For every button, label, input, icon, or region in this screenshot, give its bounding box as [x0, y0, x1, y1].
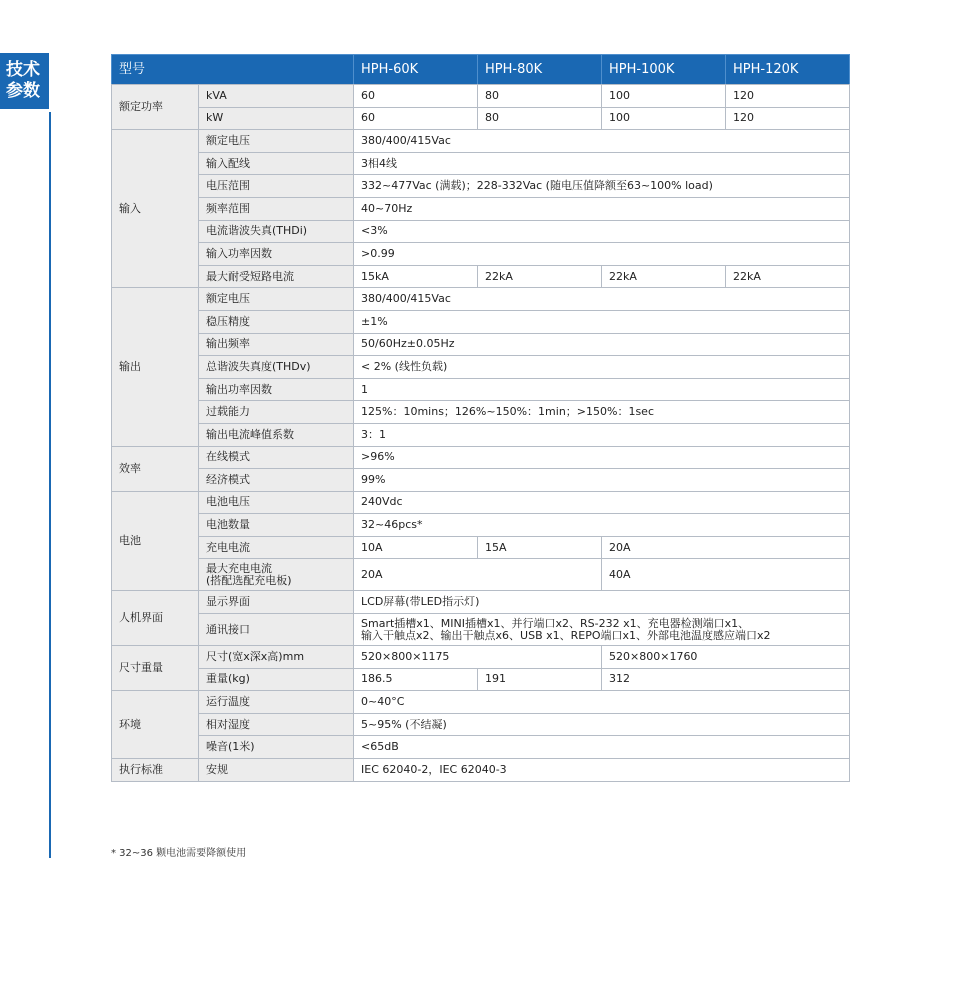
table-row	[112, 401, 850, 424]
table-row	[112, 356, 850, 379]
cell-value: 60	[354, 85, 478, 108]
row-label: 经济模式	[199, 469, 354, 492]
category-rated-power: 额定功率	[112, 85, 199, 130]
table-row	[112, 175, 850, 198]
cell-value: LCD屏幕(带LED指示灯)	[354, 591, 850, 614]
cell-value: 3：1	[354, 423, 850, 446]
row-label: 总谐波失真度(THDv)	[199, 356, 354, 379]
row-label: 额定电压	[199, 288, 354, 311]
cell-value: 22kA	[478, 265, 602, 288]
cell-value: 186.5	[354, 668, 478, 691]
section-tab-line2: 参数	[6, 81, 40, 101]
cell-value: 100	[602, 85, 726, 108]
row-label: 过载能力	[199, 401, 354, 424]
comm-line1: Smart插槽x1、MINI插槽x1、并行端口x2、RS-232 x1、充电器检测端口x1、	[361, 616, 750, 630]
row-label: 输出频率	[199, 333, 354, 356]
cell-value: 1	[354, 378, 850, 401]
category-input: 输入	[112, 130, 199, 288]
category-size-weight: 尺寸重量	[112, 646, 199, 691]
comm-line2: 输入干触点x2、输出干触点x6、USB x1、REPO端口x1、外部电池温度感应端口x2	[361, 628, 771, 642]
section-tab-line1: 技术	[6, 60, 40, 80]
cell-value: 20A	[354, 559, 602, 591]
table-row	[112, 491, 850, 514]
cell-value: <65dB	[354, 736, 850, 759]
cell-value: IEC 62040-2，IEC 62040-3	[354, 759, 850, 782]
row-label: 输入配线	[199, 152, 354, 175]
cell-value: 22kA	[726, 265, 850, 288]
row-label: 电压范围	[199, 175, 354, 198]
table-row	[112, 423, 850, 446]
row-label: 在线模式	[199, 446, 354, 469]
table-row	[112, 646, 850, 669]
cell-value: ±1%	[354, 310, 850, 333]
section-tab	[0, 53, 49, 109]
cell-value: 120	[726, 85, 850, 108]
cell-value: 40A	[602, 559, 850, 591]
row-label: 频率范围	[199, 197, 354, 220]
category-output: 输出	[112, 288, 199, 446]
cell-value: 80	[478, 85, 602, 108]
cell-value: 10A	[354, 536, 478, 559]
table-row	[112, 265, 850, 288]
table-row	[112, 713, 850, 736]
table-row	[112, 691, 850, 714]
table-row	[112, 310, 850, 333]
cell-value: 332~477Vac (满载)；228-332Vac (随电压值降额至63~100% load)	[354, 175, 850, 198]
cell-value: 15A	[478, 536, 602, 559]
row-label: 电池电压	[199, 491, 354, 514]
row-label: 最大耐受短路电流	[199, 265, 354, 288]
table-row	[112, 107, 850, 130]
row-label: 电池数量	[199, 514, 354, 537]
cell-value: 312	[602, 668, 850, 691]
cell-value: 520×800×1175	[354, 646, 602, 669]
cell-value: < 2% (线性负载)	[354, 356, 850, 379]
category-battery: 电池	[112, 491, 199, 591]
table-row	[112, 197, 850, 220]
table-row	[112, 243, 850, 266]
table-row	[112, 85, 850, 108]
table-row	[112, 614, 850, 646]
table-row	[112, 759, 850, 782]
row-label: 输出电流峰值系数	[199, 423, 354, 446]
cell-value: 520×800×1760	[602, 646, 850, 669]
cell-value: 20A	[602, 536, 850, 559]
row-label: 稳压精度	[199, 310, 354, 333]
table-row	[112, 514, 850, 537]
table-row	[112, 333, 850, 356]
cell-value: 100	[602, 107, 726, 130]
cell-value: >96%	[354, 446, 850, 469]
cell-value: 15kA	[354, 265, 478, 288]
cell-value: 50/60Hz±0.05Hz	[354, 333, 850, 356]
row-label: 额定电压	[199, 130, 354, 153]
cell-value	[354, 614, 850, 646]
header-model-2: HPH-80K	[478, 55, 602, 85]
cell-value: 380/400/415Vac	[354, 288, 850, 311]
header-model-1: HPH-60K	[354, 55, 478, 85]
cell-value: 3相4线	[354, 152, 850, 175]
table-row	[112, 668, 850, 691]
cell-value: 240Vdc	[354, 491, 850, 514]
header-row	[112, 55, 850, 85]
row-label: kVA	[199, 85, 354, 108]
category-standard: 执行标准	[112, 759, 199, 782]
row-label: 通讯接口	[199, 614, 354, 646]
table-row	[112, 378, 850, 401]
row-label: 运行温度	[199, 691, 354, 714]
row-label: 输入功率因数	[199, 243, 354, 266]
cell-value: 32~46pcs*	[354, 514, 850, 537]
cell-value: 125%：10mins；126%~150%：1min；>150%：1sec	[354, 401, 850, 424]
category-hmi: 人机界面	[112, 591, 199, 646]
header-model-3: HPH-100K	[602, 55, 726, 85]
row-label: 相对湿度	[199, 713, 354, 736]
table-row	[112, 220, 850, 243]
cell-value: 5~95% (不结凝)	[354, 713, 850, 736]
cell-value: 380/400/415Vac	[354, 130, 850, 153]
cell-value: 120	[726, 107, 850, 130]
cell-value: 22kA	[602, 265, 726, 288]
table-row	[112, 469, 850, 492]
row-label	[199, 559, 354, 591]
table-row	[112, 130, 850, 153]
cell-value: >0.99	[354, 243, 850, 266]
row-label: 显示界面	[199, 591, 354, 614]
row-label: 电流谐波失真(THDi)	[199, 220, 354, 243]
spec-table	[111, 54, 850, 782]
cell-value: 80	[478, 107, 602, 130]
cell-value: 0~40°C	[354, 691, 850, 714]
row-label-line2: (搭配选配充电板)	[206, 573, 292, 587]
table-row	[112, 591, 850, 614]
footnote: * 32~36 颗电池需要降额使用	[111, 848, 247, 859]
row-label: 重量(kg)	[199, 668, 354, 691]
row-label-line1: 最大充电电流	[206, 561, 272, 575]
section-divider-line	[49, 112, 51, 858]
row-label: 尺寸(宽x深x高)mm	[199, 646, 354, 669]
cell-value: 40~70Hz	[354, 197, 850, 220]
category-environment: 环境	[112, 691, 199, 759]
table-row	[112, 536, 850, 559]
row-label: kW	[199, 107, 354, 130]
table-row	[112, 736, 850, 759]
cell-value: 191	[478, 668, 602, 691]
table-row	[112, 152, 850, 175]
table-row	[112, 559, 850, 591]
cell-value: <3%	[354, 220, 850, 243]
header-model-label: 型号	[112, 55, 354, 85]
row-label: 充电电流	[199, 536, 354, 559]
row-label: 输出功率因数	[199, 378, 354, 401]
row-label: 噪音(1米)	[199, 736, 354, 759]
table-row	[112, 288, 850, 311]
header-model-4: HPH-120K	[726, 55, 850, 85]
row-label: 安规	[199, 759, 354, 782]
cell-value: 99%	[354, 469, 850, 492]
table-row	[112, 446, 850, 469]
cell-value: 60	[354, 107, 478, 130]
category-efficiency: 效率	[112, 446, 199, 491]
